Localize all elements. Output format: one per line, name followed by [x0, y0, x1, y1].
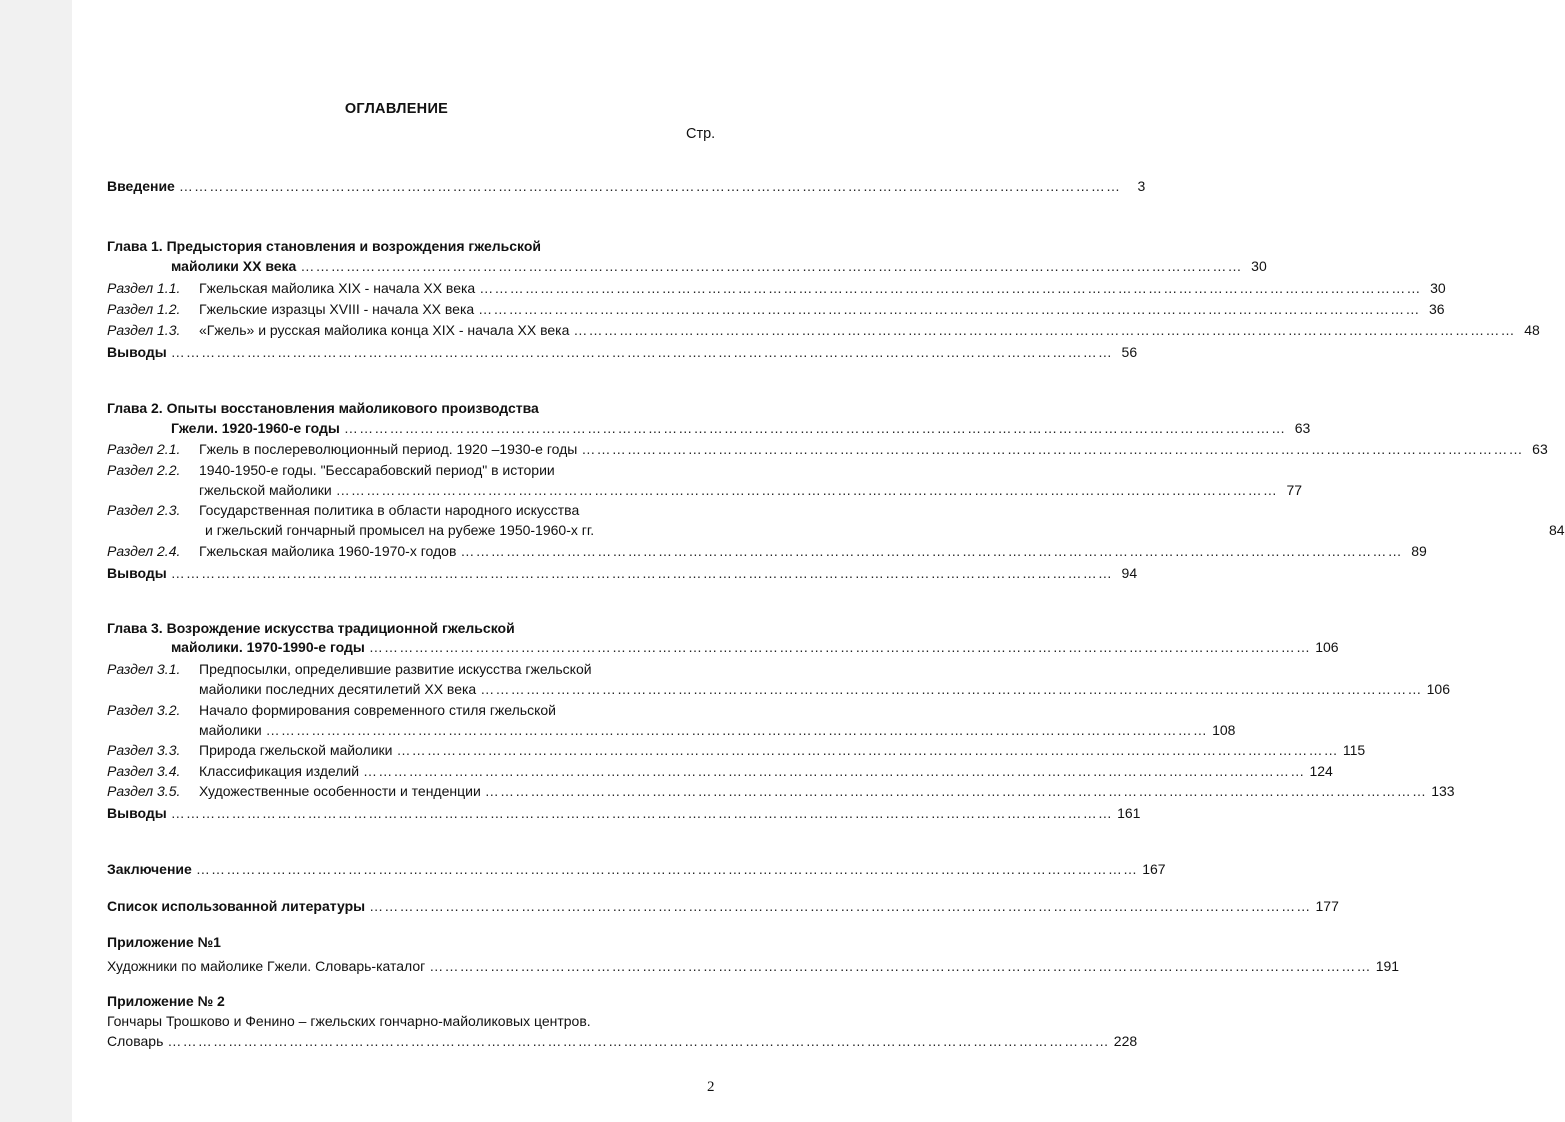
toc-section-2-1[interactable]: Раздел 2.1. Гжель в послереволюционный период. 1920 –1930-е годы …………………………………………………………………………………………………………………………………………………………………… 63 — [107, 441, 1548, 457]
toc-section-3-1[interactable]: Раздел 3.1. Предпосылки, определившие развитие искусства гжельской — [107, 661, 592, 677]
toc-section-3-3[interactable]: Раздел 3.3. Природа гжельской майолики …………………………………………………………………………………………………………………………………………………………………… 115 — [107, 742, 1366, 758]
toc-section-2-2[interactable]: Раздел 2.2. 1940-1950-е годы. "Бессарабовский период" в истории — [107, 462, 555, 478]
page-number: 2 — [707, 1079, 715, 1095]
chapter2-heading-cont[interactable]: Гжели. 1920-1960-е годы …………………………………………………………………………………………………………………………………………………………………… 63 — [171, 420, 1311, 436]
toc-section-1-3[interactable]: Раздел 1.3. «Гжель» и русская майолика конца XIX - начала XX века …………………………………………………………………………………………………………………………………………………………………… 48 — [107, 322, 1540, 338]
page-title: ОГЛАВЛЕНИЕ — [344, 101, 449, 117]
toc-section-3-2[interactable]: Раздел 3.2. Начало формирования современного стиля гжельской — [107, 702, 556, 718]
toc-entry-appendix2-cont[interactable]: Словарь …………………………………………………………………………………………………………………………………………………………………… 228 — [107, 1033, 1138, 1049]
chapter1-conclusions[interactable]: Выводы …………………………………………………………………………………………………………………………………………………………………… 56 — [107, 344, 1138, 360]
pages-column-header: Стр. — [686, 126, 716, 142]
chapter3-conclusions[interactable]: Выводы …………………………………………………………………………………………………………………………………………………………………… 161 — [107, 805, 1141, 821]
chapter1-heading-cont[interactable]: майолики XX века …………………………………………………………………………………………………………………………………………………………………… 30 — [171, 258, 1267, 274]
toc-entry-intro[interactable]: Введение …………………………………………………………………………………………………………………………………………………………………… 3 — [107, 178, 1146, 194]
chapter3-heading[interactable]: Глава 3. Возрождение искусства традиционной гжельской — [107, 620, 515, 636]
toc-entry-bibliography[interactable]: Список использованной литературы …………………………………………………………………………………………………………………………………………………………………… 177 — [107, 898, 1339, 914]
page-edge — [0, 0, 72, 1122]
toc-section-2-3[interactable]: Раздел 2.3. Государственная политика в области народного искусства — [107, 502, 580, 518]
toc-entry-appendix2[interactable]: Гончары Трошково и Фенино – гжельских гончарно-майоликовых центров. — [107, 1013, 591, 1029]
toc-section-3-1-cont[interactable]: майолики последних десятилетий XX века …………………………………………………………………………………………………………………………………………………………………… 106 — [199, 681, 1450, 697]
chapter2-heading[interactable]: Глава 2. Опыты восстановления майоликового производства — [107, 400, 539, 416]
appendix1-heading[interactable]: Приложение №1 — [107, 934, 221, 950]
chapter3-heading-cont[interactable]: майолики. 1970-1990-е годы …………………………………………………………………………………………………………………………………………………………………… 106 — [171, 639, 1339, 655]
toc-entry-conclusion[interactable]: Заключение …………………………………………………………………………………………………………………………………………………………………… 167 — [107, 861, 1166, 877]
toc-section-1-1[interactable]: Раздел 1.1. Гжельская майолика XIX - начала XX века …………………………………………………………………………………………………………………………………………………………………… 30 — [107, 280, 1446, 296]
toc-section-2-4[interactable]: Раздел 2.4. Гжельская майолика 1960-1970-х годов …………………………………………………………………………………………………………………………………………………………………… 89 — [107, 543, 1427, 559]
toc-section-3-4[interactable]: Раздел 3.4. Классификация изделий …………………………………………………………………………………………………………………………………………………………………… 124 — [107, 763, 1333, 779]
toc-section-2-2-cont[interactable]: гжельской майолики …………………………………………………………………………………………………………………………………………………………………… 77 — [199, 482, 1303, 498]
toc-section-3-5[interactable]: Раздел 3.5. Художественные особенности и тенденции …………………………………………………………………………………………………………………………………………………………………… 133 — [107, 783, 1455, 799]
toc-section-3-2-cont[interactable]: майолики …………………………………………………………………………………………………………………………………………………………………… 108 — [199, 722, 1236, 738]
toc-section-1-2[interactable]: Раздел 1.2. Гжельские изразцы XVIII - начала XX века …………………………………………………………………………………………………………………………………………………………………… 36 — [107, 301, 1445, 317]
toc-section-2-3-cont[interactable]: и гжельский гончарный промысел на рубеже 1950-1960-х гг. 84 — [205, 522, 1565, 538]
chapter2-conclusions[interactable]: Выводы …………………………………………………………………………………………………………………………………………………………………… 94 — [107, 565, 1138, 581]
appendix2-heading[interactable]: Приложение № 2 — [107, 993, 225, 1009]
toc-entry-appendix1[interactable]: Художники по майолике Гжели. Словарь-каталог …………………………………………………………………………………………………………………………………………………………………… 191 — [107, 958, 1400, 974]
chapter1-heading[interactable]: Глава 1. Предыстория становления и возрождения гжельской — [107, 238, 542, 254]
